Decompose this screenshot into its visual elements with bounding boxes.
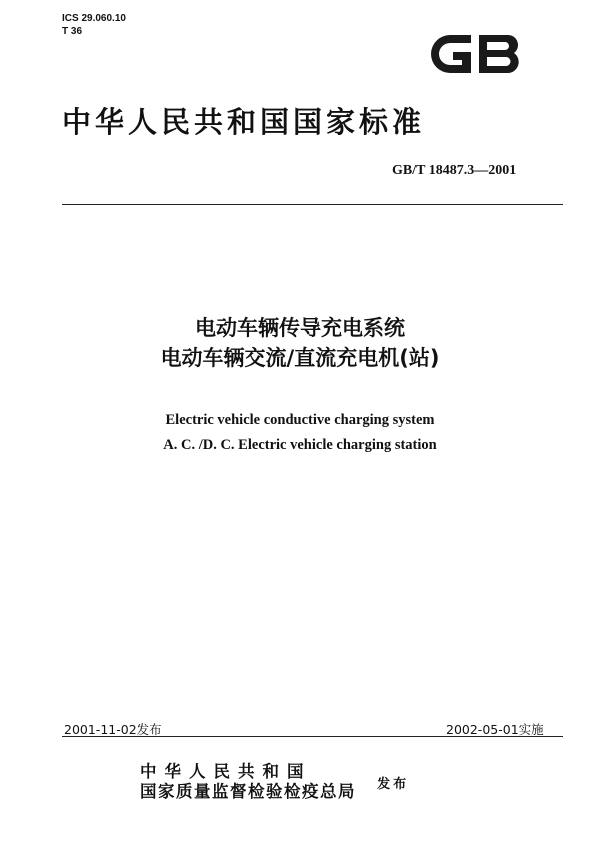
standard-code: GB/T 18487.3—2001	[392, 163, 517, 178]
bottom-divider	[62, 736, 563, 737]
issuer-line2: 国家质量监督检验检疫总局	[140, 782, 356, 801]
classification-codes	[62, 12, 126, 38]
chinese-title	[60, 313, 540, 373]
issuer-line1: 中华人民共和国	[140, 762, 312, 781]
issuer-block	[140, 762, 520, 802]
english-title-line1: Electric vehicle conductive charging system	[165, 412, 435, 428]
standard-name: 中华人民共和国国家标准	[62, 105, 426, 139]
ccs-code: T 36	[62, 26, 83, 37]
top-divider	[62, 204, 563, 205]
issue-date: 2001-11-02发布	[64, 722, 162, 737]
implementation-date: 2002-05-01实施	[446, 722, 544, 737]
chinese-title-line2: 电动车辆交流/直流充电机(站)	[160, 346, 440, 370]
english-title-line2: A. C. /D. C. Electric vehicle charging station	[163, 437, 437, 453]
ics-code: ICS 29.060.10	[62, 13, 126, 24]
issuer-label: 发布	[377, 776, 410, 792]
gb-logo-icon	[424, 28, 528, 80]
english-title	[60, 408, 540, 458]
issuer-names	[140, 762, 356, 802]
chinese-title-line1: 电动车辆传导充电系统	[195, 316, 405, 340]
